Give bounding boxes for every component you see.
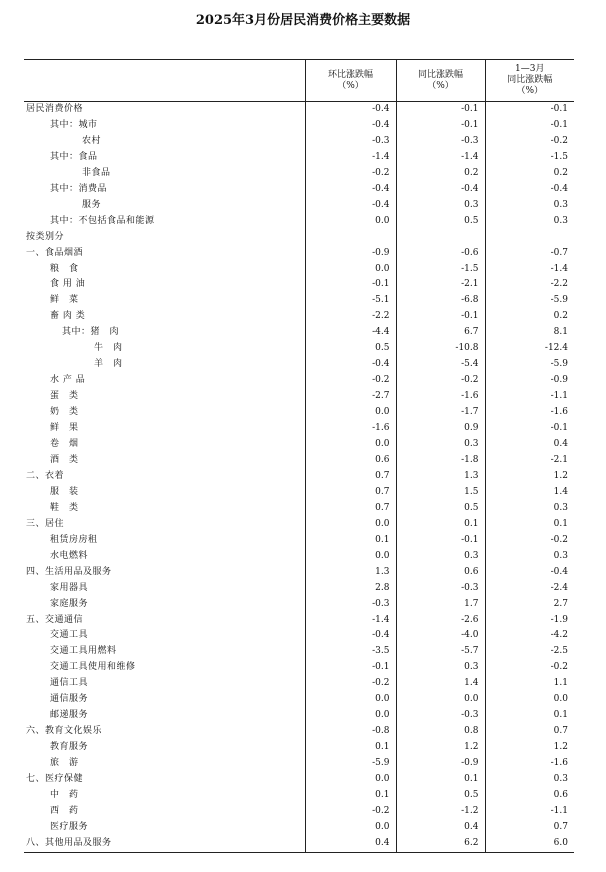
table-row [24, 724, 574, 740]
table-row [24, 437, 574, 453]
mom-value-cell: 0.5 [305, 341, 396, 357]
ytd-value-cell [485, 230, 574, 246]
ytd-value-cell: -1.4 [485, 262, 574, 278]
table-row [24, 405, 574, 421]
row-label: 农村 [82, 135, 102, 146]
mom-value-cell: 0.4 [305, 836, 396, 852]
ytd-value-cell: -1.1 [485, 389, 574, 405]
row-label: 七、医疗保健 [26, 774, 84, 785]
row-label: 家用器具 [50, 582, 89, 593]
table-row [24, 740, 574, 756]
row-label: 家庭服务 [50, 598, 89, 609]
yoy-value-cell: -0.1 [396, 102, 485, 118]
row-label: 蛋 类 [50, 391, 79, 402]
mom-value-cell: -0.4 [305, 198, 396, 214]
mom-value-cell: 0.7 [305, 485, 396, 501]
mom-value-cell: 0.7 [305, 469, 396, 485]
yoy-value-cell: 1.7 [396, 597, 485, 613]
ytd-value-cell: 1.2 [485, 469, 574, 485]
mom-value-cell: -0.2 [305, 804, 396, 820]
header-yoy-change [396, 60, 485, 102]
row-label: 其中：猪 肉 [62, 327, 120, 338]
ytd-value-cell: -0.1 [485, 421, 574, 437]
yoy-value-cell: -10.8 [396, 341, 485, 357]
mom-value-cell: 0.0 [305, 405, 396, 421]
table-row [24, 517, 574, 533]
row-label: 西 药 [50, 805, 79, 816]
yoy-value-cell: 1.4 [396, 676, 485, 692]
row-label: 二、衣着 [26, 470, 65, 481]
mom-value-cell: 0.0 [305, 549, 396, 565]
mom-value-cell: 0.0 [305, 708, 396, 724]
table-row [24, 836, 574, 852]
mom-value-cell: -0.2 [305, 373, 396, 389]
yoy-value-cell: 0.8 [396, 724, 485, 740]
ytd-value-cell: 1.2 [485, 740, 574, 756]
table-row [24, 501, 574, 517]
header-yoy-unit: （%） [427, 80, 454, 91]
table-row [24, 134, 574, 150]
yoy-value-cell [396, 230, 485, 246]
yoy-value-cell: -0.3 [396, 708, 485, 724]
header-mom-label: 环比涨跌幅 [327, 69, 373, 80]
mom-value-cell: 0.1 [305, 788, 396, 804]
table-row [24, 692, 574, 708]
ytd-value-cell: -12.4 [485, 341, 574, 357]
ytd-value-cell: 0.3 [485, 198, 574, 214]
table-row [24, 469, 574, 485]
table-row [24, 756, 574, 772]
row-label: 按类别分 [26, 231, 65, 242]
yoy-value-cell: -2.6 [396, 613, 485, 629]
ytd-value-cell: -1.6 [485, 756, 574, 772]
ytd-value-cell: 0.7 [485, 820, 574, 836]
row-label: 奶 类 [50, 407, 79, 418]
table-row [24, 644, 574, 660]
table-row [24, 166, 574, 182]
yoy-value-cell: -2.1 [396, 277, 485, 293]
mom-value-cell: -0.4 [305, 118, 396, 134]
ytd-value-cell: -2.5 [485, 644, 574, 660]
row-label: 六、教育文化娱乐 [26, 726, 103, 737]
ytd-value-cell: 0.7 [485, 724, 574, 740]
ytd-value-cell: 0.6 [485, 788, 574, 804]
header-ytd-label: 同比涨跌幅 [507, 75, 553, 85]
mom-value-cell: 0.0 [305, 692, 396, 708]
mom-value-cell: 0.0 [305, 517, 396, 533]
mom-value-cell: -0.2 [305, 676, 396, 692]
table-row [24, 549, 574, 565]
mom-value-cell: -1.4 [305, 150, 396, 166]
header-mom-change [305, 60, 396, 102]
table-row [24, 325, 574, 341]
mom-value-cell: 2.8 [305, 581, 396, 597]
mom-value-cell [305, 230, 396, 246]
row-label: 租赁房房租 [50, 534, 98, 545]
ytd-value-cell: 0.0 [485, 692, 574, 708]
row-label: 粮 食 [50, 263, 79, 274]
mom-value-cell: -0.4 [305, 628, 396, 644]
row-label: 交通工具使用和维修 [50, 662, 136, 673]
yoy-value-cell: 0.1 [396, 517, 485, 533]
yoy-value-cell: 6.2 [396, 836, 485, 852]
yoy-value-cell: -0.1 [396, 118, 485, 134]
row-label: 水 产 品 [50, 375, 86, 386]
row-label: 居民消费价格 [26, 104, 84, 114]
row-label: 八、其他用品及服务 [24, 836, 305, 852]
table-row [24, 277, 574, 293]
mom-value-cell: -0.1 [305, 660, 396, 676]
row-label: 非食品 [82, 167, 111, 178]
row-label: 医疗服务 [50, 821, 89, 832]
ytd-value-cell: 0.3 [485, 772, 574, 788]
yoy-value-cell: 1.5 [396, 485, 485, 501]
table-row [24, 660, 574, 676]
ytd-value-cell: -1.6 [485, 405, 574, 421]
table-row [24, 230, 574, 246]
yoy-value-cell: -0.3 [396, 134, 485, 150]
table-row [24, 182, 574, 198]
mom-value-cell: 0.0 [305, 772, 396, 788]
mom-value-cell: -0.4 [305, 102, 396, 118]
ytd-value-cell: 8.1 [485, 325, 574, 341]
table-row [24, 628, 574, 644]
row-label: 四、生活用品及服务 [26, 566, 112, 577]
mom-value-cell: -4.4 [305, 325, 396, 341]
header-ytd-period: 1—3月 [515, 64, 545, 74]
yoy-value-cell: 1.3 [396, 469, 485, 485]
yoy-value-cell: -4.0 [396, 628, 485, 644]
ytd-value-cell: -0.4 [485, 182, 574, 198]
row-label: 食 用 油 [50, 279, 86, 290]
cpi-data-table [24, 59, 574, 853]
row-label: 羊 肉 [94, 359, 123, 370]
ytd-value-cell: 2.7 [485, 597, 574, 613]
yoy-value-cell: -1.7 [396, 405, 485, 421]
mom-value-cell: 1.3 [305, 565, 396, 581]
yoy-value-cell: -1.8 [396, 453, 485, 469]
yoy-value-cell: 1.2 [396, 740, 485, 756]
row-label: 其中：消费品 [50, 183, 108, 194]
header-mom-unit: （%） [337, 80, 364, 91]
row-label: 邮递服务 [50, 710, 89, 721]
mom-value-cell: -2.2 [305, 309, 396, 325]
ytd-value-cell: 1.1 [485, 676, 574, 692]
header-ytd-unit: （%） [516, 86, 544, 96]
mom-value-cell: 0.1 [305, 740, 396, 756]
table-row [24, 214, 574, 230]
ytd-value-cell: 0.2 [485, 166, 574, 182]
row-label: 五、交通通信 [26, 614, 84, 625]
mom-value-cell: -2.7 [305, 389, 396, 405]
yoy-value-cell: -5.7 [396, 644, 485, 660]
table-row [24, 293, 574, 309]
table-row [24, 708, 574, 724]
table-row [24, 485, 574, 501]
mom-value-cell: -0.3 [305, 134, 396, 150]
yoy-value-cell: -1.6 [396, 389, 485, 405]
row-label: 其中：不包括食品和能源 [50, 215, 155, 226]
yoy-value-cell: -5.4 [396, 357, 485, 373]
row-label: 旅 游 [50, 758, 79, 769]
mom-value-cell: -3.5 [305, 644, 396, 660]
yoy-value-cell: 0.5 [396, 214, 485, 230]
yoy-value-cell: -6.8 [396, 293, 485, 309]
row-label: 其中：食品 [50, 151, 98, 162]
table-row [24, 246, 574, 262]
mom-value-cell: 0.0 [305, 820, 396, 836]
yoy-value-cell: 0.3 [396, 549, 485, 565]
row-label: 通信工具 [50, 678, 89, 689]
row-label: 教育服务 [50, 742, 89, 753]
mom-value-cell: -0.8 [305, 724, 396, 740]
yoy-value-cell: 0.6 [396, 565, 485, 581]
ytd-value-cell: -1.1 [485, 804, 574, 820]
ytd-value-cell: -1.5 [485, 150, 574, 166]
yoy-value-cell: -1.2 [396, 804, 485, 820]
row-label: 交通工具 [50, 630, 89, 641]
yoy-value-cell: 0.3 [396, 198, 485, 214]
ytd-value-cell: -0.2 [485, 660, 574, 676]
yoy-value-cell: 6.7 [396, 325, 485, 341]
yoy-value-cell: -0.3 [396, 581, 485, 597]
row-label: 牛 肉 [94, 343, 123, 354]
table-row [24, 373, 574, 389]
ytd-value-cell: 0.1 [485, 708, 574, 724]
ytd-value-cell: -0.2 [485, 134, 574, 150]
mom-value-cell: -0.9 [305, 246, 396, 262]
row-label: 服 装 [50, 486, 79, 497]
ytd-value-cell: -0.7 [485, 246, 574, 262]
table-row [24, 453, 574, 469]
yoy-value-cell: -0.4 [396, 182, 485, 198]
row-label: 酒 类 [50, 454, 79, 465]
table-row [24, 357, 574, 373]
table-row [24, 788, 574, 804]
yoy-value-cell: 0.4 [396, 820, 485, 836]
table-row [24, 118, 574, 134]
yoy-value-cell: 0.3 [396, 660, 485, 676]
yoy-value-cell: 0.5 [396, 788, 485, 804]
ytd-value-cell: 0.4 [485, 437, 574, 453]
header-ytd-change [485, 60, 574, 102]
mom-value-cell: 0.7 [305, 501, 396, 517]
mom-value-cell: 0.0 [305, 214, 396, 230]
mom-value-cell: -5.9 [305, 756, 396, 772]
mom-value-cell: -5.1 [305, 293, 396, 309]
mom-value-cell: 0.1 [305, 533, 396, 549]
ytd-value-cell: -4.2 [485, 628, 574, 644]
table-row [24, 676, 574, 692]
header-yoy-label: 同比涨跌幅 [417, 69, 463, 80]
ytd-value-cell: -2.2 [485, 277, 574, 293]
table-row [24, 421, 574, 437]
table-row [24, 198, 574, 214]
yoy-value-cell: -1.5 [396, 262, 485, 278]
yoy-value-cell: 0.5 [396, 501, 485, 517]
table-row [24, 613, 574, 629]
table-row [24, 533, 574, 549]
ytd-value-cell: 1.4 [485, 485, 574, 501]
ytd-value-cell: -2.4 [485, 581, 574, 597]
row-label: 鲜 果 [50, 423, 79, 434]
table-row [24, 565, 574, 581]
row-label: 其中：城市 [50, 119, 98, 130]
ytd-value-cell: -0.1 [485, 118, 574, 134]
ytd-value-cell: -5.9 [485, 293, 574, 309]
mom-value-cell: -0.2 [305, 166, 396, 182]
yoy-value-cell: -1.4 [396, 150, 485, 166]
yoy-value-cell: 0.3 [396, 437, 485, 453]
table-row [24, 772, 574, 788]
mom-value-cell: -0.4 [305, 357, 396, 373]
table-header [24, 60, 574, 102]
mom-value-cell: -0.4 [305, 182, 396, 198]
table-row [24, 102, 574, 118]
ytd-value-cell: -0.2 [485, 533, 574, 549]
ytd-value-cell: -1.9 [485, 613, 574, 629]
yoy-value-cell: 0.1 [396, 772, 485, 788]
ytd-value-cell: 0.1 [485, 517, 574, 533]
row-label: 交通工具用燃料 [50, 646, 117, 657]
yoy-value-cell: -0.6 [396, 246, 485, 262]
ytd-value-cell: -5.9 [485, 357, 574, 373]
ytd-value-cell: -0.1 [485, 102, 574, 118]
yoy-value-cell: 0.2 [396, 166, 485, 182]
row-label: 卷 烟 [50, 439, 79, 450]
row-label: 三、居住 [26, 518, 65, 529]
table-body [24, 102, 574, 853]
table-row [24, 820, 574, 836]
ytd-value-cell: -0.4 [485, 565, 574, 581]
row-label: 一、食品烟酒 [26, 247, 84, 258]
row-label: 服务 [82, 199, 102, 210]
row-label: 水电燃料 [50, 550, 89, 561]
ytd-value-cell: 0.2 [485, 309, 574, 325]
table-row [24, 262, 574, 278]
row-label: 畜 肉 类 [50, 311, 86, 322]
ytd-value-cell: 0.3 [485, 214, 574, 230]
table-row [24, 804, 574, 820]
mom-value-cell: -1.4 [305, 613, 396, 629]
row-label: 中 药 [50, 789, 79, 800]
table-row [24, 150, 574, 166]
yoy-value-cell: -0.1 [396, 309, 485, 325]
yoy-value-cell: -0.1 [396, 533, 485, 549]
yoy-value-cell: -0.2 [396, 373, 485, 389]
table-row [24, 597, 574, 613]
table-row [24, 389, 574, 405]
ytd-value-cell: -2.1 [485, 453, 574, 469]
yoy-value-cell: 0.0 [396, 692, 485, 708]
table-row [24, 341, 574, 357]
yoy-value-cell: -0.9 [396, 756, 485, 772]
ytd-value-cell: -0.9 [485, 373, 574, 389]
document-title: 2025年3月份居民消费价格主要数据 [195, 13, 411, 28]
header-row [24, 60, 574, 102]
mom-value-cell: 0.0 [305, 262, 396, 278]
table-row [24, 581, 574, 597]
ytd-value-cell: 0.3 [485, 501, 574, 517]
yoy-value-cell: 0.9 [396, 421, 485, 437]
mom-value-cell: 0.0 [305, 437, 396, 453]
mom-value-cell: -0.1 [305, 277, 396, 293]
ytd-value-cell: 6.0 [485, 836, 574, 852]
mom-value-cell: -1.6 [305, 421, 396, 437]
row-label: 鲜 菜 [50, 295, 79, 306]
ytd-value-cell: 0.3 [485, 549, 574, 565]
mom-value-cell: -0.3 [305, 597, 396, 613]
row-label: 鞋 类 [50, 502, 79, 513]
header-item-column [24, 60, 305, 102]
row-label: 通信服务 [50, 694, 89, 705]
table-row [24, 309, 574, 325]
mom-value-cell: 0.6 [305, 453, 396, 469]
